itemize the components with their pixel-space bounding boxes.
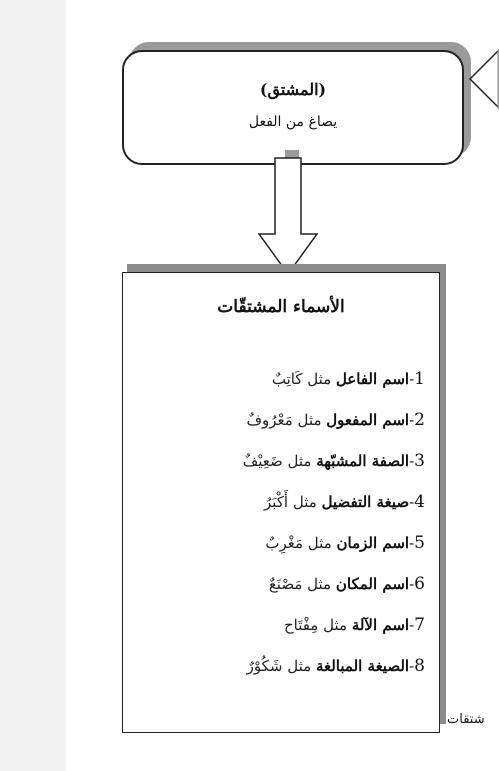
- item-number: 7: [414, 615, 425, 635]
- item-name: اسم الفاعل: [335, 370, 410, 388]
- item-example: مثل ضَعِيْفٌ: [242, 452, 312, 470]
- list-item: 8-الصيغة المبالغة مثل شَكُوْرٌ: [246, 656, 425, 676]
- left-arrow-icon: [466, 44, 499, 114]
- side-label: شتقات: [447, 712, 485, 727]
- item-number: 4: [414, 492, 425, 512]
- list-item: 5-اسم الزمان مثل مَغْرِبٌ: [265, 533, 425, 553]
- item-example: مثل كَاتِبٌ: [271, 370, 332, 388]
- list-item: 2-اسم المفعول مثل مَعْرُوفٌ: [246, 410, 425, 430]
- item-number: 6: [414, 574, 425, 594]
- item-number: 2: [414, 410, 425, 430]
- item-number: 5: [414, 533, 425, 553]
- item-name: اسم المكان: [335, 575, 410, 593]
- list-item: 7-اسم الآلة مثل مِفْتَاح: [283, 615, 425, 635]
- item-name: الصفة المشبّهة: [316, 452, 410, 470]
- list-item: 1-اسم الفاعل مثل كَاتِبٌ: [271, 369, 425, 389]
- derivative-box: [122, 50, 464, 165]
- item-name: صيغة التفضيل: [321, 493, 410, 511]
- derivatives-list-box: [122, 272, 440, 733]
- item-example: مثل مِفْتَاح: [283, 616, 348, 634]
- down-arrow-icon: [255, 150, 325, 278]
- item-number: 3: [414, 451, 425, 471]
- derivative-subtitle: يصاغ من الفعل: [248, 114, 338, 130]
- item-name: اسم الآلة: [351, 616, 410, 634]
- list-item: 4-صيغة التفضيل مثل أَكْبَرُ: [263, 492, 425, 512]
- item-number: 8: [414, 656, 425, 676]
- item-name: اسم المفعول: [326, 411, 410, 429]
- list-item: 3-الصفة المشبّهة مثل ضَعِيْفٌ: [242, 451, 425, 471]
- derivative-title: (المشتق): [259, 80, 327, 99]
- item-example: مثل مَصْنَعٌ: [268, 575, 332, 593]
- item-example: مثل شَكُوْرٌ: [246, 657, 312, 675]
- list-item: 6-اسم المكان مثل مَصْنَعٌ: [268, 574, 425, 594]
- item-example: مثل مَعْرُوفٌ: [246, 411, 322, 429]
- item-name: اسم الزمان: [336, 534, 410, 552]
- item-example: مثل أَكْبَرُ: [263, 493, 317, 511]
- item-name: الصيغة المبالغة: [315, 657, 410, 675]
- list-title: الأسماء المشتقّات: [217, 297, 345, 317]
- item-example: مثل مَغْرِبٌ: [265, 534, 332, 552]
- item-number: 1: [414, 369, 425, 389]
- page-left-margin: [0, 0, 66, 771]
